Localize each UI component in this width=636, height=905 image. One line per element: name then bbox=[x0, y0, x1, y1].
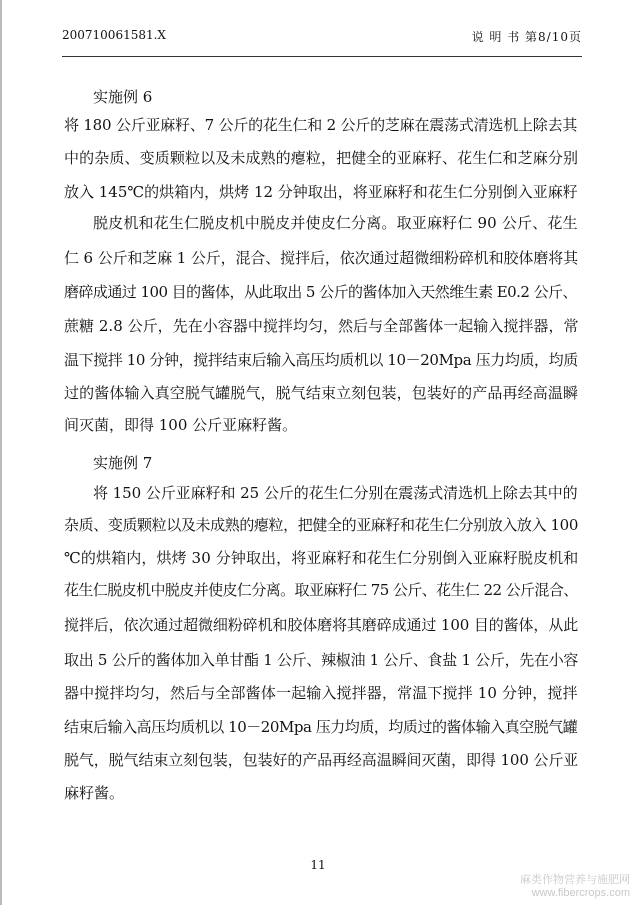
text-line: 花生仁脱皮机中脱皮并使皮仁分离。取亚麻籽仁 75 公斤、花生仁 22 公斤混合、 bbox=[64, 581, 578, 599]
text-line: 脱气，脱气结束立刻包装，包装好的产品再经高温瞬间灭菌，即得 100 公斤亚 bbox=[64, 751, 579, 769]
page-number: 11 bbox=[310, 858, 326, 872]
header-rule bbox=[62, 56, 582, 57]
text-line: 将 180 公斤亚麻籽、7 公斤的花生仁和 2 公斤的芝麻在震荡式清选机上除去其 bbox=[64, 116, 578, 134]
text-line: 结束后输入高压均质机以 10－20Mpa 压力均质，均质过的酱体输入真空脱气罐 bbox=[64, 718, 578, 736]
text-line: ℃的烘箱内，烘烤 30 分钟取出，将亚麻籽和花生仁分别倒入亚麻籽脱皮机和 bbox=[64, 549, 579, 567]
example-heading: 实施例 7 bbox=[93, 454, 153, 472]
text-line: 杂质、变质颗粒以及未成熟的瘪粒，把健全的亚麻籽和花生仁分别放入放入 100 bbox=[64, 516, 578, 534]
watermark-url: www.fibercrops.com bbox=[531, 887, 630, 899]
text-line: 将 150 公斤亚麻籽和 25 公斤的花生仁分别在震荡式清选机上除去其中的 bbox=[93, 484, 578, 502]
page-edge bbox=[0, 0, 2, 905]
text-line: 放入 145℃的烘箱内，烘烤 12 分钟取出，将亚麻籽和花生仁分别倒入亚麻籽 bbox=[64, 183, 578, 201]
text-line: 过的酱体输入真空脱气罐脱气，脱气结束立刻包装，包装好的产品再经高温瞬 bbox=[64, 384, 579, 402]
text-line: 仁 6 公斤和芝麻 1 公斤，混合、搅拌后，依次通过超微细粉碎机和胶体磨将其 bbox=[64, 249, 578, 267]
text-line: 蔗糖 2.8 公斤，先在小容器中搅拌均匀，然后与全部酱体一起输入搅拌器，常 bbox=[64, 317, 579, 335]
text-line: 间灭菌，即得 100 公斤亚麻籽酱。 bbox=[64, 416, 298, 434]
text-line: 温下搅拌 10 分钟，搅拌结束后输入高压均质机以 10－20Mpa 压力均质，均质 bbox=[64, 351, 578, 369]
text-line: 脱皮机和花生仁脱皮机中脱皮并使皮仁分离。取亚麻籽仁 90 公斤、花生 bbox=[93, 214, 578, 232]
text-line: 麻籽酱。 bbox=[64, 784, 125, 802]
watermark-title: 麻类作物营养与施肥网 bbox=[520, 874, 630, 886]
document-number: 200710061581.X bbox=[62, 28, 166, 42]
text-line: 搅拌后，依次通过超微细粉碎机和胶体磨将其磨碎成通过 100 目的酱体，从此 bbox=[64, 616, 579, 634]
text-line: 器中搅拌均匀，然后与全部酱体一起输入搅拌器，常温下搅拌 10 分钟，搅拌 bbox=[64, 684, 578, 702]
text-line: 磨碎成通过 100 目的酱体，从此取出 5 公斤的酱体加入天然维生素 E0.2 公斤、 bbox=[64, 283, 577, 301]
header-title: 说 明 书 第8/10页 bbox=[471, 30, 582, 44]
example-heading: 实施例 6 bbox=[93, 88, 153, 106]
watermark bbox=[520, 874, 630, 900]
text-line: 中的杂质、变质颗粒以及未成熟的瘪粒，把健全的亚麻籽、花生仁和芝麻分别 bbox=[64, 149, 579, 167]
text-line: 取出 5 公斤的酱体加入单甘酯 1 公斤、辣椒油 1 公斤、食盐 1 公斤，先在小容 bbox=[64, 651, 579, 669]
